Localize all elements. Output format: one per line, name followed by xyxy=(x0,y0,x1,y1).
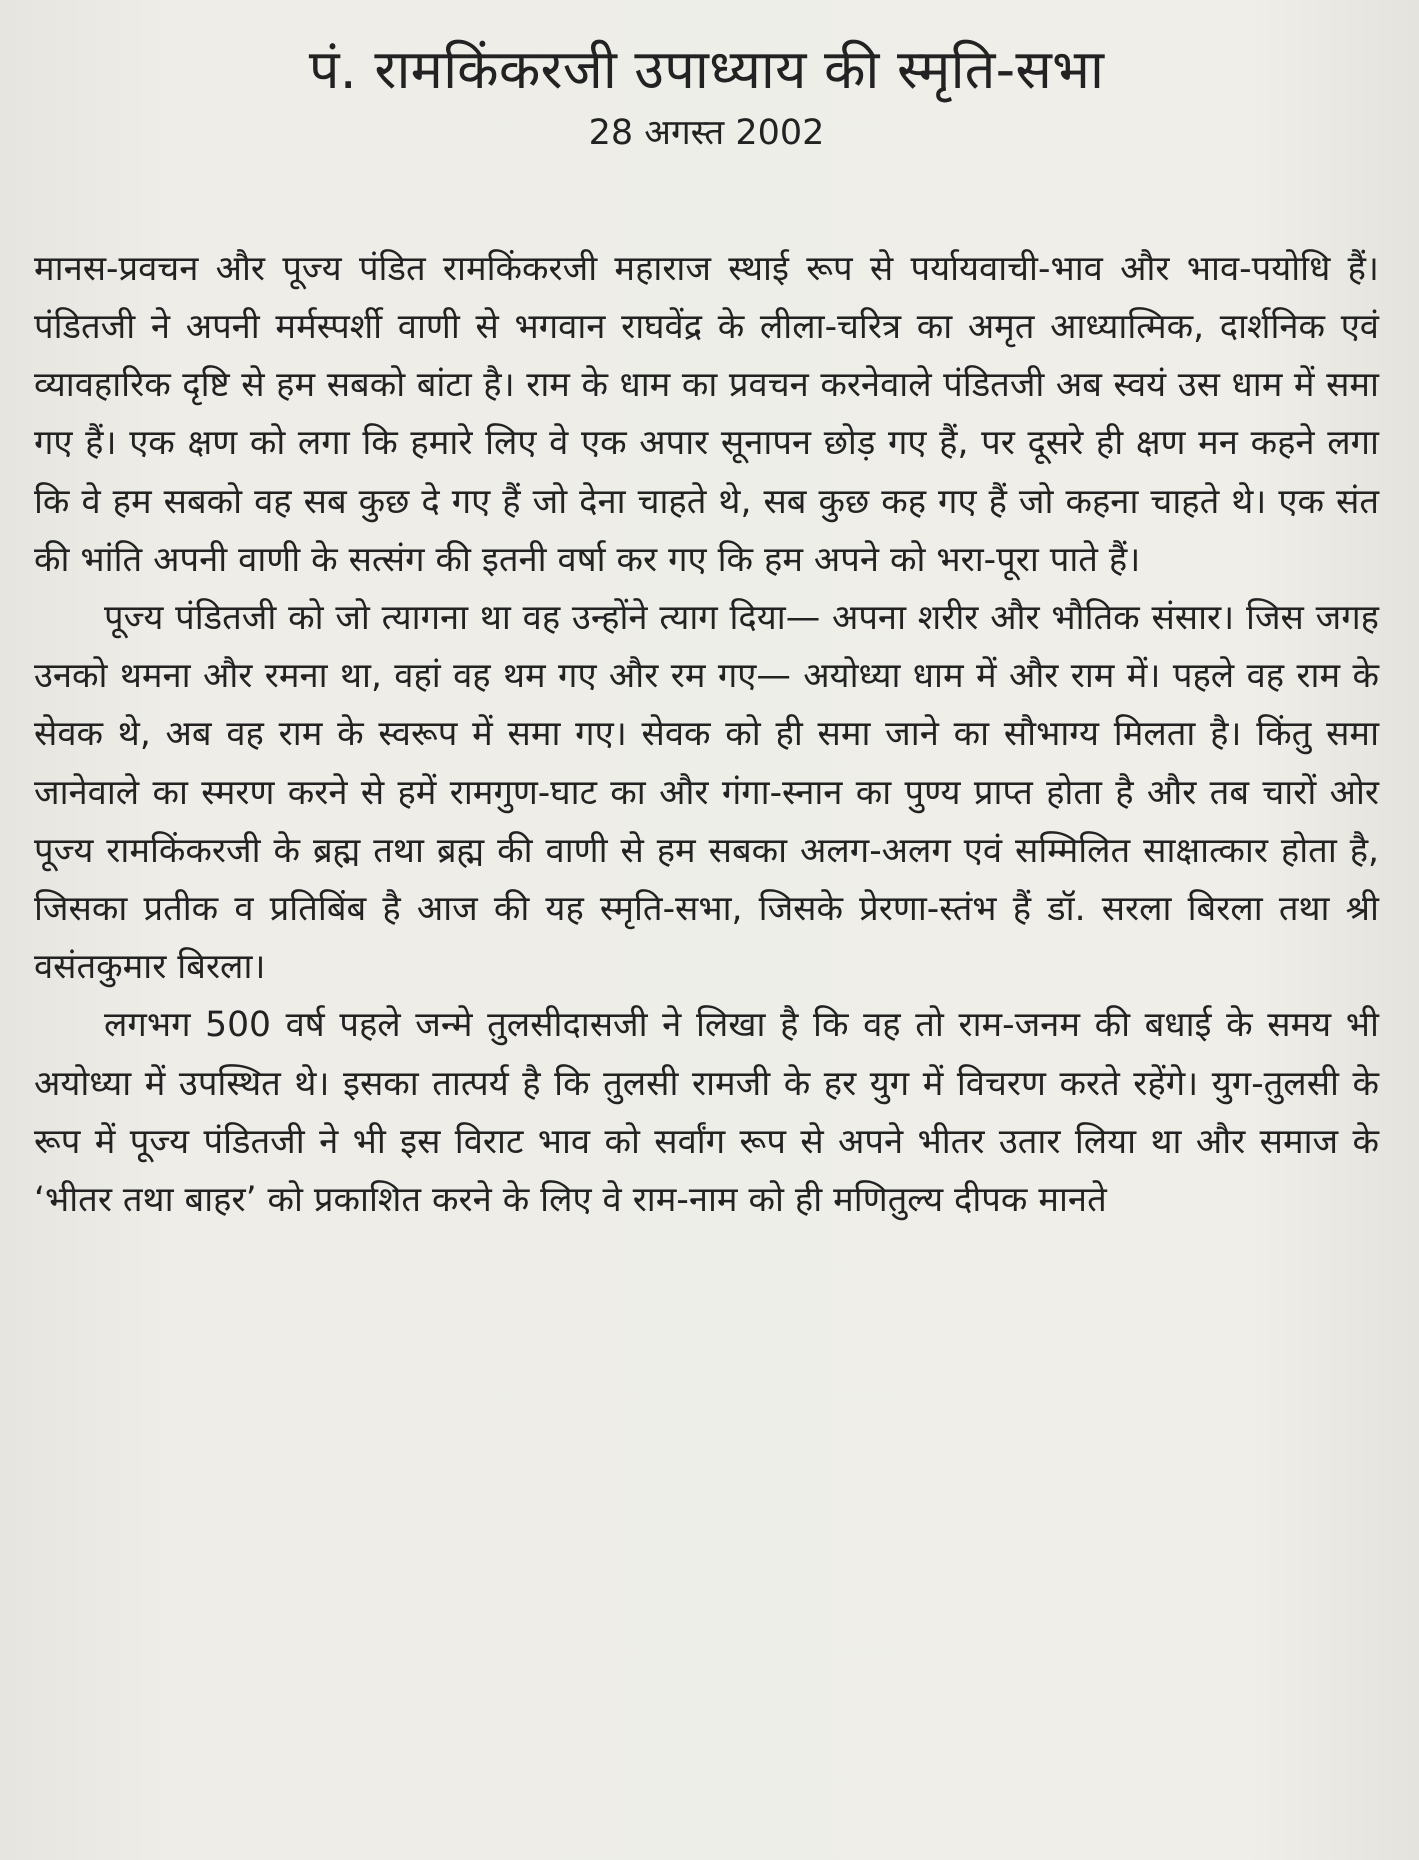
paragraph: पूज्य पंडितजी को जो त्यागना था वह उन्होंने त्याग दिया— अपना शरीर और भौतिक संसार। जिस जगह उनको थमना और रमना था, वहां वह थम गए और रम गए— अयोध्या धाम में और राम में। पहले वह राम के सेवक थे, अब वह राम के स्वरूप में समा गए। सेवक को ही समा जाने का सौभाग्य मिलता है। किंतु समा जानेवाले का स्मरण करने से हमें रामगुण-घाट का और गंगा-स्नान का पुण्य प्राप्त होता है और तब चारों ओर पूज्य रामकिंकरजी के ब्रह्म तथा ब्रह्म की वाणी से हम सबका अलग-अलग एवं सम्मिलित साक्षात्कार होता है, जिसका प्रतीक व प्रतिबिंब है आज की यह स्मृति-सभा, जिसके प्रेरणा-स्तंभ हैं डॉ. सरला बिरला तथा श्री वसंतकुमार बिरला। xyxy=(34,597,1379,988)
article-body xyxy=(34,240,1379,1229)
event-date: 28 अगस्त 2002 xyxy=(588,112,825,153)
page-title: पं. रामकिंकरजी उपाध्याय की स्मृति-सभा xyxy=(308,38,1105,101)
paragraph: मानस-प्रवचन और पूज्य पंडित रामकिंकरजी महाराज स्थाई रूप से पर्यायवाची-भाव और भाव-पयोधि हैं। पंडितजी ने अपनी मर्मस्पर्शी वाणी से भगवान राघवेंद्र के लीला-चरित्र का अमृत आध्यात्मिक, दार्शनिक एवं व्यावहारिक दृष्टि से हम सबको बांटा है। राम के धाम का प्रवचन करनेवाले पंडितजी अब स्वयं उस धाम में समा गए हैं। एक क्षण को लगा कि हमारे लिए वे एक अपार सूनापन छोड़ गए हैं, पर दूसरे ही क्षण मन कहने लगा कि वे हम सबको वह सब कुछ दे गए हैं जो देना चाहते थे, सब कुछ कह गए हैं जो कहना चाहते थे। एक संत की भांति अपनी वाणी के सत्संग की इतनी वर्षा कर गए कि हम अपने को भरा-पूरा पाते हैं। xyxy=(34,248,1379,580)
paragraph: लगभग 500 वर्ष पहले जन्मे तुलसीदासजी ने लिखा है कि वह तो राम-जनम की बधाई के समय भी अयोध्या में उपस्थित थे। इसका तात्पर्य है कि तुलसी रामजी के हर युग में विचरण करते रहेंगे। युग-तुलसी के रूप में पूज्य पंडितजी ने भी इस विराट भाव को सर्वांग रूप से अपने भीतर उतार लिया था और समाज के ‘भीतर तथा बाहर’ को प्रकाशित करने के लिए वे राम-नाम को ही मणितुल्य दीपक मानते xyxy=(34,1005,1379,1220)
